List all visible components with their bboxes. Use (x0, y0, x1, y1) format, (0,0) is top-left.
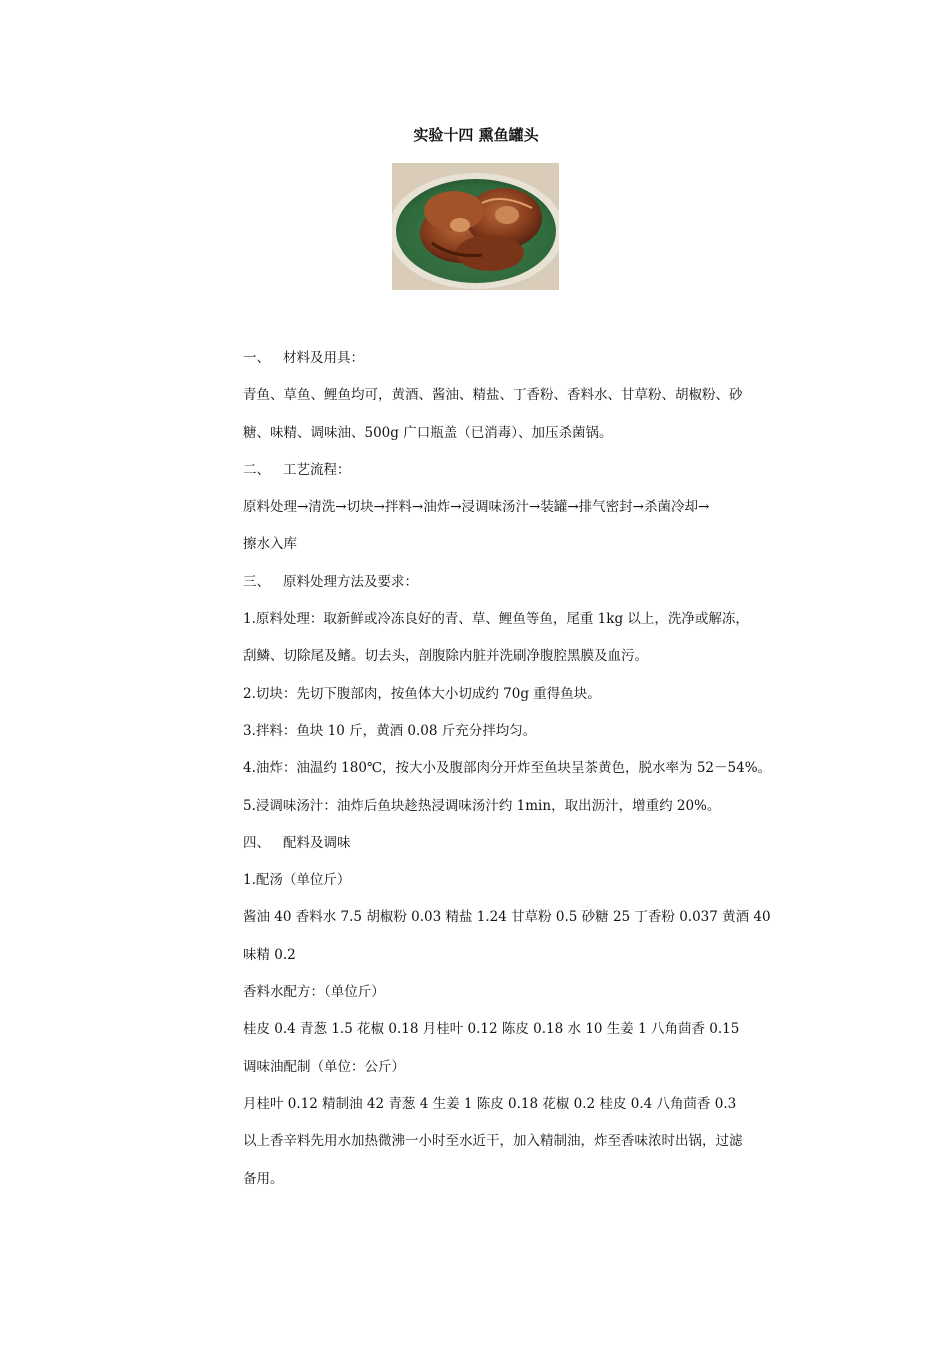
section-heading-text: 配料及调味 (283, 834, 351, 851)
section-heading (243, 346, 783, 383)
section-number: 四、 (243, 834, 270, 851)
section-heading (243, 458, 783, 495)
paragraph-line: 桂皮 0.4 青葱 1.5 花椒 0.18 月桂叶 0.12 陈皮 0.18 水 10 生姜 1 八角茴香 0.15 (243, 1021, 740, 1038)
section-heading-text: 工艺流程： (283, 461, 351, 478)
paragraph-line: 糖、味精、调味油、500g 广口瓶盖（已消毒）、加压杀菌锅。 (243, 424, 613, 441)
paragraph-line: 香料水配方：（单位斤） (243, 984, 385, 1001)
section-heading (243, 570, 783, 607)
document-title: 实验十四 熏鱼罐头 (413, 126, 539, 144)
smoked-fish-photo (392, 163, 559, 290)
paragraph-line: 2.切块：先切下腹部肉，按鱼体大小切成约 70g 重得鱼块。 (243, 685, 601, 702)
paragraph-line: 刮鳞、切除尾及鳍。切去头，剖腹除内脏并洗刷净腹腔黑膜及血污。 (243, 648, 648, 665)
paragraph-line: 青鱼、草鱼、鲤鱼均可，黄酒、酱油、精盐、丁香粉、香料水、甘草粉、胡椒粉、砂 (243, 387, 743, 404)
paragraph-line: 备用。 (243, 1170, 284, 1187)
paragraph-line: 5.浸调味汤汁：油炸后鱼块趁热浸调味汤汁约 1min，取出沥汁，增重约 20%。 (243, 797, 721, 814)
paragraph-line: 味精 0.2 (243, 946, 296, 963)
paragraph-line: 以上香辛料先用水加热微沸一小时至水近干，加入精制油，炸至香味浓时出锅，过滤 (243, 1133, 743, 1150)
paragraph-line: 1.配汤（单位斤） (243, 872, 351, 889)
document-body (243, 346, 783, 1204)
paragraph-line: 4.油炸：油温约 180℃，按大小及腹部肉分开炸至鱼块呈茶黄色，脱水率为 52－54%。 (243, 760, 772, 777)
paragraph-line: 月桂叶 0.12 精制油 42 青葱 4 生姜 1 陈皮 0.18 花椒 0.2 桂皮 0.4 八角茴香 0.3 (243, 1095, 737, 1112)
paragraph-line: 酱油 40 香料水 7.5 胡椒粉 0.03 精盐 1.24 甘草粉 0.5 砂糖 25 丁香粉 0.037 黄酒 40 (243, 909, 771, 926)
section-number: 一、 (243, 350, 270, 366)
paragraph-line: 调味油配制（单位：公斤） (243, 1058, 405, 1075)
paragraph-line: 3.拌料：鱼块 10 斤，黄酒 0.08 斤充分拌均匀。 (243, 722, 537, 739)
paragraph-line: 擦水入库 (243, 536, 297, 553)
section-number: 三、 (243, 573, 270, 590)
section-number: 二、 (243, 461, 270, 478)
section-heading-text: 原料处理方法及要求： (283, 573, 418, 590)
paragraph-line: 原料处理→清洗→切块→拌料→油炸→浸调味汤汁→装罐→排气密封→杀菌冷却→ (243, 499, 710, 516)
paragraph-line: 1.原料处理：取新鲜或冷冻良好的青、草、鲤鱼等鱼，尾重 1kg 以上，洗净或解冻， (243, 611, 749, 628)
section-heading-text: 材料及用具： (283, 350, 364, 366)
section-heading (243, 831, 783, 868)
